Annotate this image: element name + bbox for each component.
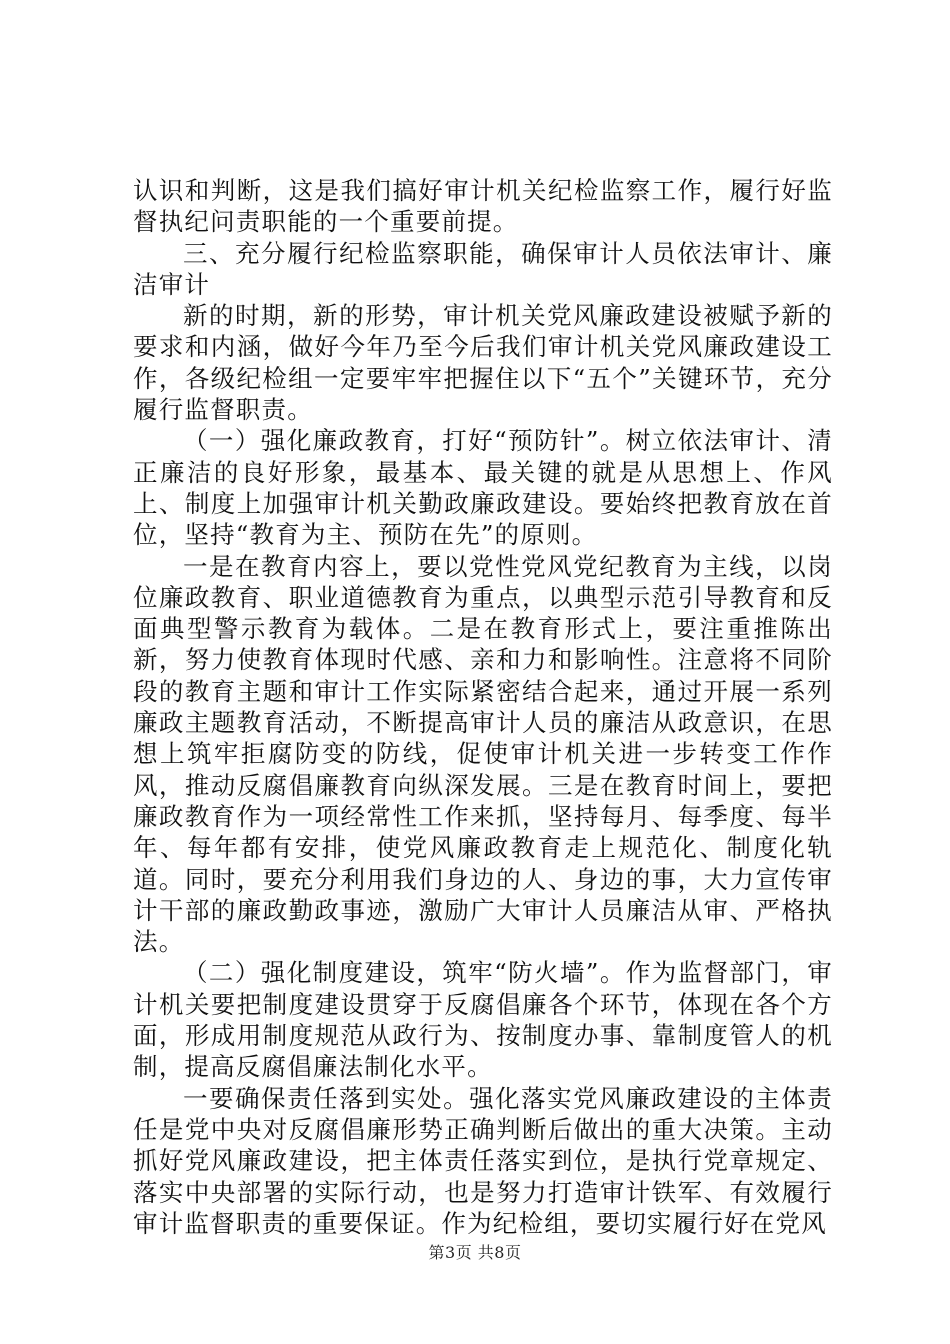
subsection-heading-education: （一）强化廉政教育，打好“预防针”。树立依法审计、清正廉洁的良好形象，最基本、最关键的就是从思想上、作风上、制度上加强审计机关勤政廉政建设。要始终把教育放在首位，坚持“教育为主、预防在先”的原则。: [133, 426, 833, 550]
subsection-heading-system: （二）强化制度建设，筑牢“防火墙”。作为监督部门，审计机关要把制度建设贯穿于反腐倡廉各个环节，体现在各个方面，形成用制度规范从政行为、按制度办事、靠制度管人的机制，提高反腐倡廉法制化水平。: [133, 958, 833, 1082]
paragraph-intro: 新的时期，新的形势，审计机关党风廉政建设被赋予新的要求和内涵，做好今年乃至今后我们审计机关党风廉政建设工作，各级纪检组一定要牢牢把握住以下“五个”关键环节，充分履行监督职责。: [133, 301, 833, 425]
paragraph-education-details: 一是在教育内容上，要以党性党风党纪教育为主线，以岗位廉政教育、职业道德教育为重点，以典型示范引导教育和反面典型警示教育为载体。二是在教育形式上，要注重推陈出新，努力使教育体现时代感、亲和力和影响性。注意将不同阶段的教育主题和审计工作实际紧密结合起来，通过开展一系列廉政主题教育活动，不断提高审计人员的廉洁从政意识，在思想上筑牢拒腐防变的防线，促使审计机关进一步转变工作作风，推动反腐倡廉教育向纵深发展。三是在教育时间上，要把廉政教育作为一项经常性工作来抓，坚持每月、每季度、每半年、每年都有安排，使党风廉政教育走上规范化、制度化轨道。同时，要充分利用我们身边的人、身边的事，大力宣传审计干部的廉政勤政事迹，激励广大审计人员廉洁从审、严格执法。: [133, 551, 833, 957]
section-heading: 三、充分履行纪检监察职能，确保审计人员依法审计、廉洁审计: [133, 238, 833, 299]
paragraph-continuation: 认识和判断，这是我们搞好审计机关纪检监察工作，履行好监督执纪问责职能的一个重要前提。: [133, 176, 833, 237]
page-footer: 第3页 共8页: [428, 1243, 522, 1262]
paragraph-responsibility: 一要确保责任落到实处。强化落实党风廉政建设的主体责任是党中央对反腐倡廉形势正确判断后做出的重大决策。主动抓好党风廉政建设，把主体责任落实到位，是执行党章规定、落实中央部署的实际行动，也是努力打造审计铁军、有效履行审计监督职责的重要保证。作为纪检组，要切实履行好在党风: [133, 1083, 833, 1238]
document-body: [133, 175, 833, 1239]
